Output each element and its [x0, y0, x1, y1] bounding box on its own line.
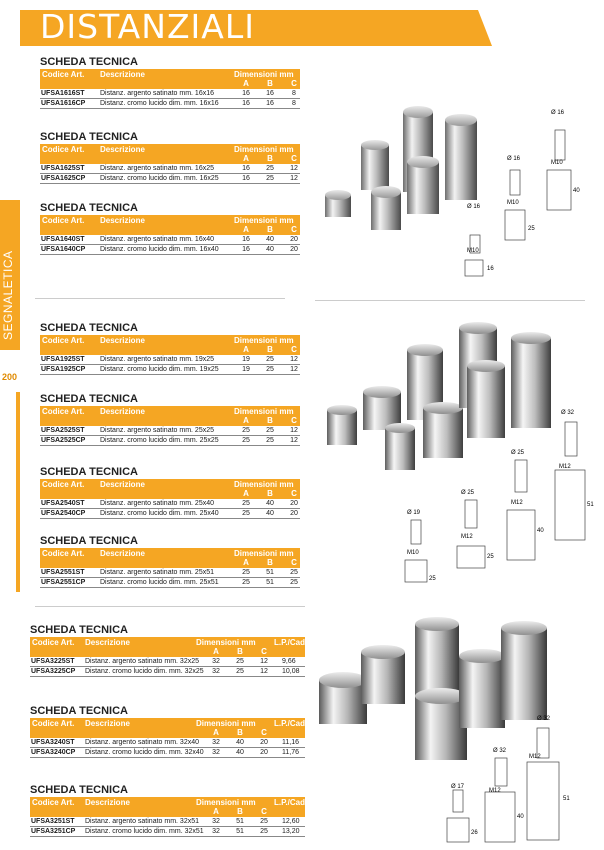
col-c-header: C [291, 154, 297, 163]
dim-label: Ø 32 [561, 410, 575, 416]
price-value: 11,16 [282, 739, 299, 746]
col-dims-header: Dimensioni mm [196, 638, 256, 647]
col-code-header: Codice Art. [42, 145, 85, 154]
col-dims-header: Dimensioni mm [234, 480, 294, 489]
dim-label: Ø 32 [493, 748, 507, 754]
dim-c-value: 20 [290, 246, 298, 253]
col-code-header: Codice Art. [32, 719, 75, 728]
price-value: 10,08 [282, 668, 300, 675]
table-row [40, 426, 300, 436]
cylinder [361, 140, 389, 190]
article-description: Distanz. cromo lucido dim. mm. 16x16 [100, 100, 219, 107]
section-divider [315, 300, 585, 301]
dim-a-value: 32 [212, 658, 220, 665]
dim-a-value: 32 [212, 749, 220, 756]
dim-label: M12 [461, 534, 473, 540]
dim-c-value: 12 [290, 437, 298, 444]
article-description: Distanz. cromo lucido dim. mm. 25x40 [100, 510, 219, 517]
cylinder [361, 645, 405, 704]
product-photo-19-25mm [315, 310, 604, 600]
article-code: UFSA2525ST [41, 427, 85, 434]
sidebar-section-label: SEGNALETICA [1, 250, 15, 340]
col-b-header: B [267, 489, 273, 498]
article-description: Distanz. argento satinato mm. 16x16 [100, 90, 215, 97]
dim-c-value: 20 [260, 739, 268, 746]
article-code: UFSA1925CP [41, 366, 86, 373]
dim-label: 26 [471, 830, 478, 836]
cylinder [467, 360, 505, 438]
dim-label: M12 [529, 754, 541, 760]
col-a-header: A [243, 558, 249, 567]
col-a-header: A [243, 79, 249, 88]
cylinder [501, 621, 547, 720]
table-row [30, 667, 305, 677]
dim-a-value: 25 [242, 510, 250, 517]
article-description: Distanz. cromo lucido dim. mm. 25x25 [100, 437, 219, 444]
table-row [40, 436, 300, 446]
price-value: 13,20 [282, 828, 300, 835]
col-price-header: L.P./Cad [274, 638, 305, 647]
col-c-header: C [261, 647, 267, 656]
article-code: UFSA1616CP [41, 100, 86, 107]
dim-a-value: 25 [242, 437, 250, 444]
section-heading: SCHEDA TECNICA [40, 202, 138, 214]
dim-b-value: 25 [236, 668, 244, 675]
col-dims-header: Dimensioni mm [234, 336, 294, 345]
col-code-header: Codice Art. [42, 70, 85, 79]
col-b-header: B [237, 647, 243, 656]
section-heading: SCHEDA TECNICA [40, 322, 138, 334]
col-dims-header: Dimensioni mm [234, 70, 294, 79]
table-header [40, 69, 300, 89]
dim-a-value: 32 [212, 739, 220, 746]
table-header [40, 548, 300, 568]
col-a-header: A [243, 225, 249, 234]
table-row [40, 245, 300, 255]
col-b-header: B [237, 807, 243, 816]
dim-c-value: 20 [290, 500, 298, 507]
dim-c-value: 12 [290, 366, 298, 373]
col-b-header: B [267, 345, 273, 354]
dim-b-value: 51 [236, 828, 244, 835]
section-heading: SCHEDA TECNICA [30, 624, 128, 636]
table-row [40, 578, 300, 588]
product-photo-32mm [305, 612, 600, 848]
spec-table [30, 784, 305, 837]
price-value: 12,60 [282, 818, 300, 825]
col-desc-header: Descrizione [100, 70, 145, 79]
dim-label: 40 [573, 188, 580, 194]
spec-table [40, 131, 300, 184]
dim-label: 25 [487, 554, 494, 560]
table-header [40, 215, 300, 235]
article-code: UFSA3225ST [31, 658, 75, 665]
dim-a-value: 32 [212, 828, 220, 835]
article-code: UFSA3251CP [31, 828, 76, 835]
dim-c-value: 12 [290, 175, 298, 182]
dim-label: Ø 16 [507, 156, 521, 162]
col-c-header: C [291, 79, 297, 88]
article-description: Distanz. argento satinato mm. 32x51 [85, 818, 200, 825]
col-dims-header: Dimensioni mm [234, 407, 294, 416]
col-dims-header: Dimensioni mm [196, 798, 256, 807]
article-code: UFSA2525CP [41, 437, 86, 444]
dim-a-value: 25 [242, 427, 250, 434]
dim-b-value: 40 [266, 246, 274, 253]
dim-c-value: 20 [290, 236, 298, 243]
cylinder [423, 402, 463, 458]
cylinder [459, 649, 505, 728]
section-heading: SCHEDA TECNICA [40, 56, 138, 68]
dim-b-value: 25 [236, 658, 244, 665]
dim-c-value: 25 [290, 569, 298, 576]
article-description: Distanz. argento satinato mm. 32x25 [85, 658, 200, 665]
dim-label: M12 [559, 464, 571, 470]
table-header [40, 335, 300, 355]
col-c-header: C [291, 345, 297, 354]
article-description: Distanz. argento satinato mm. 25x40 [100, 500, 215, 507]
col-c-header: C [291, 225, 297, 234]
col-c-header: C [261, 728, 267, 737]
cylinder [385, 423, 415, 470]
dim-a-value: 32 [212, 818, 220, 825]
dim-a-value: 25 [242, 500, 250, 507]
dim-c-value: 25 [260, 828, 268, 835]
article-code: UFSA1640ST [41, 236, 85, 243]
cylinder [511, 332, 551, 428]
dim-a-value: 19 [242, 366, 250, 373]
article-code: UFSA3240CP [31, 749, 76, 756]
dim-label: Ø 17 [451, 784, 465, 790]
product-photo-16mm [315, 100, 604, 290]
dim-a-value: 25 [242, 569, 250, 576]
dim-c-value: 20 [290, 510, 298, 517]
dim-b-value: 51 [266, 579, 274, 586]
dim-label: Ø 16 [551, 110, 565, 116]
article-code: UFSA2540CP [41, 510, 86, 517]
table-row [40, 164, 300, 174]
dim-a-value: 19 [242, 356, 250, 363]
dim-label: Ø 16 [467, 204, 481, 210]
col-b-header: B [267, 225, 273, 234]
table-row [40, 568, 300, 578]
col-code-header: Codice Art. [32, 798, 75, 807]
dim-b-value: 25 [266, 356, 274, 363]
col-dims-header: Dimensioni mm [196, 719, 256, 728]
table-row [40, 89, 300, 99]
dim-label: M12 [489, 788, 501, 794]
article-description: Distanz. cromo lucido dim. mm. 32x51 [85, 828, 204, 835]
article-code: UFSA3240ST [31, 739, 75, 746]
spec-table [40, 466, 300, 519]
dim-c-value: 12 [290, 356, 298, 363]
dim-label: M10 [467, 248, 479, 254]
cylinder [319, 672, 367, 724]
dim-label: Ø 25 [461, 490, 475, 496]
dim-b-value: 40 [266, 510, 274, 517]
section-heading: SCHEDA TECNICA [30, 705, 128, 717]
col-a-header: A [243, 345, 249, 354]
col-c-header: C [261, 807, 267, 816]
dim-label: 40 [517, 814, 524, 820]
col-b-header: B [267, 154, 273, 163]
col-b-header: B [267, 416, 273, 425]
table-row [40, 235, 300, 245]
cylinder [407, 156, 439, 214]
col-a-header: A [243, 154, 249, 163]
cylinder [371, 186, 401, 230]
dim-b-value: 51 [266, 569, 274, 576]
col-desc-header: Descrizione [85, 798, 130, 807]
col-code-header: Codice Art. [42, 549, 85, 558]
table-row [40, 355, 300, 365]
article-description: Distanz. cromo lucido dim. mm. 16x40 [100, 246, 219, 253]
dim-label: Ø 19 [407, 510, 421, 516]
col-a-header: A [213, 728, 219, 737]
dim-label: Ø 32 [537, 716, 551, 722]
dim-b-value: 16 [266, 90, 274, 97]
dim-b-value: 40 [266, 236, 274, 243]
spec-table [40, 202, 300, 255]
col-a-header: A [213, 647, 219, 656]
col-c-header: C [291, 558, 297, 567]
spec-table [40, 56, 300, 109]
dim-a-value: 32 [212, 668, 220, 675]
col-desc-header: Descrizione [100, 145, 145, 154]
price-value: 11,76 [282, 749, 299, 756]
dim-b-value: 40 [236, 739, 244, 746]
dim-c-value: 8 [292, 100, 296, 107]
table-row [30, 738, 305, 748]
dim-a-value: 16 [242, 90, 250, 97]
article-description: Distanz. argento satinato mm. 32x40 [85, 739, 200, 746]
table-row [30, 827, 305, 837]
article-description: Distanz. argento satinato mm. 25x25 [100, 427, 215, 434]
dim-b-value: 25 [266, 165, 274, 172]
col-code-header: Codice Art. [42, 480, 85, 489]
sidebar-bar [16, 392, 20, 592]
spec-table [40, 535, 300, 588]
table-row [40, 365, 300, 375]
spec-table [40, 393, 300, 446]
dim-label: 51 [587, 502, 594, 508]
cylinder [445, 114, 477, 200]
col-a-header: A [213, 807, 219, 816]
article-description: Distanz. cromo lucido dim. mm. 32x25 [85, 668, 204, 675]
dim-b-value: 25 [266, 175, 274, 182]
table-row [30, 817, 305, 827]
col-desc-header: Descrizione [100, 480, 145, 489]
col-price-header: L.P./Cad [274, 719, 305, 728]
dim-a-value: 25 [242, 579, 250, 586]
article-code: UFSA1640CP [41, 246, 86, 253]
col-code-header: Codice Art. [42, 216, 85, 225]
dim-a-value: 16 [242, 100, 250, 107]
dim-b-value: 16 [266, 100, 274, 107]
dim-a-value: 16 [242, 236, 250, 243]
article-code: UFSA2540ST [41, 500, 85, 507]
dim-c-value: 12 [290, 165, 298, 172]
dim-a-value: 16 [242, 175, 250, 182]
dim-b-value: 40 [236, 749, 244, 756]
col-b-header: B [237, 728, 243, 737]
article-description: Distanz. argento satinato mm. 19x25 [100, 356, 215, 363]
dim-b-value: 25 [266, 437, 274, 444]
article-description: Distanz. cromo lucido dim. mm. 19x25 [100, 366, 219, 373]
col-dims-header: Dimensioni mm [234, 549, 294, 558]
spec-table [40, 322, 300, 375]
section-divider [35, 606, 305, 607]
table-header [40, 144, 300, 164]
section-heading: SCHEDA TECNICA [30, 784, 128, 796]
col-desc-header: Descrizione [100, 549, 145, 558]
price-value: 9,66 [282, 658, 296, 665]
col-desc-header: Descrizione [100, 216, 145, 225]
spec-table [30, 705, 305, 758]
dim-label: 40 [537, 528, 544, 534]
table-header [40, 406, 300, 426]
dim-label: 25 [429, 576, 436, 582]
table-row [40, 499, 300, 509]
table-row [40, 99, 300, 109]
dim-a-value: 16 [242, 165, 250, 172]
col-c-header: C [291, 489, 297, 498]
spec-table [30, 624, 305, 677]
dim-b-value: 25 [266, 427, 274, 434]
article-code: UFSA1925ST [41, 356, 85, 363]
article-description: Distanz. argento satinato mm. 25x51 [100, 569, 215, 576]
article-code: UFSA1625CP [41, 175, 86, 182]
col-desc-header: Descrizione [100, 407, 145, 416]
section-heading: SCHEDA TECNICA [40, 466, 138, 478]
col-dims-header: Dimensioni mm [234, 216, 294, 225]
page-title: DISTANZIALI [40, 7, 255, 46]
dim-b-value: 51 [236, 818, 244, 825]
dim-c-value: 8 [292, 90, 296, 97]
dim-label: M10 [551, 160, 563, 166]
col-code-header: Codice Art. [42, 336, 85, 345]
section-divider [35, 298, 285, 299]
col-a-header: A [243, 416, 249, 425]
section-heading: SCHEDA TECNICA [40, 535, 138, 547]
dim-label: 25 [528, 226, 535, 232]
dim-label: M12 [511, 500, 523, 506]
article-description: Distanz. cromo lucido dim. mm. 16x25 [100, 175, 219, 182]
article-code: UFSA2551CP [41, 579, 86, 586]
dim-label: 16 [487, 266, 494, 272]
article-description: Distanz. cromo lucido dim. mm. 32x40 [85, 749, 204, 756]
col-a-header: A [243, 489, 249, 498]
table-row [40, 174, 300, 184]
col-b-header: B [267, 79, 273, 88]
article-code: UFSA2551ST [41, 569, 85, 576]
article-description: Distanz. argento satinato mm. 16x40 [100, 236, 215, 243]
dim-c-value: 12 [260, 668, 268, 675]
table-row [30, 657, 305, 667]
cylinder [327, 405, 357, 445]
col-desc-header: Descrizione [100, 336, 145, 345]
article-code: UFSA3251ST [31, 818, 75, 825]
cylinder [325, 190, 351, 217]
col-price-header: L.P./Cad [274, 798, 305, 807]
dim-c-value: 12 [290, 427, 298, 434]
article-code: UFSA3225CP [31, 668, 76, 675]
table-header [30, 718, 305, 738]
article-code: UFSA1625ST [41, 165, 85, 172]
table-header [30, 637, 305, 657]
article-code: UFSA1616ST [41, 90, 85, 97]
col-dims-header: Dimensioni mm [234, 145, 294, 154]
dim-c-value: 25 [260, 818, 268, 825]
dim-b-value: 25 [266, 366, 274, 373]
col-code-header: Codice Art. [32, 638, 75, 647]
dim-c-value: 12 [260, 658, 268, 665]
col-desc-header: Descrizione [85, 719, 130, 728]
section-heading: SCHEDA TECNICA [40, 131, 138, 143]
col-c-header: C [291, 416, 297, 425]
section-heading: SCHEDA TECNICA [40, 393, 138, 405]
page-number: 200 [2, 372, 18, 382]
table-row [40, 509, 300, 519]
dim-c-value: 20 [260, 749, 268, 756]
col-b-header: B [267, 558, 273, 567]
article-description: Distanz. argento satinato mm. 16x25 [100, 165, 215, 172]
col-code-header: Codice Art. [42, 407, 85, 416]
col-desc-header: Descrizione [85, 638, 130, 647]
table-row [30, 748, 305, 758]
dim-label: M10 [507, 200, 519, 206]
article-description: Distanz. cromo lucido dim. mm. 25x51 [100, 579, 219, 586]
dim-label: M10 [407, 550, 419, 556]
table-header [40, 479, 300, 499]
dim-b-value: 40 [266, 500, 274, 507]
dim-a-value: 16 [242, 246, 250, 253]
table-header [30, 797, 305, 817]
dim-label: Ø 25 [511, 450, 525, 456]
dim-label: 51 [563, 796, 570, 802]
dim-c-value: 25 [290, 579, 298, 586]
